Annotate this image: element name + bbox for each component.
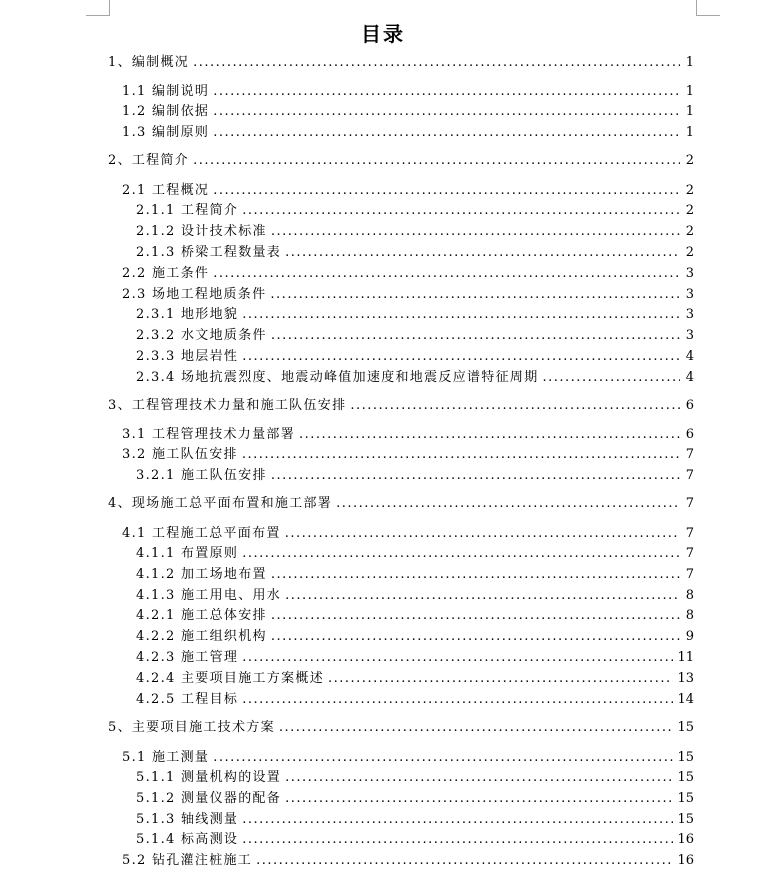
- toc-entry-label: 2.1.2 设计技术标准: [136, 224, 267, 239]
- toc-entry-label: 2、工程简介: [108, 153, 190, 168]
- toc-entry[interactable]: [136, 629, 694, 645]
- toc-entry-page-number: 1: [685, 104, 694, 119]
- toc-entry[interactable]: [136, 650, 694, 666]
- toc-entry-page-number: 15: [677, 812, 694, 827]
- toc-entry[interactable]: [136, 224, 694, 240]
- toc-entry[interactable]: [108, 496, 694, 512]
- toc-entry[interactable]: [136, 468, 694, 484]
- toc-entry-page-number: 1: [685, 55, 694, 70]
- toc-entry-page-number: 7: [685, 496, 694, 511]
- toc-entry-page-number: 6: [685, 398, 694, 413]
- toc-dot-leader: [543, 370, 680, 386]
- toc-entry[interactable]: [108, 398, 694, 414]
- toc-entry[interactable]: [136, 307, 694, 323]
- toc-entry[interactable]: [136, 608, 694, 624]
- toc-dot-leader: [271, 224, 680, 240]
- toc-entry-page-number: 8: [685, 588, 694, 603]
- toc-entry-page-number: 2: [685, 245, 694, 260]
- toc-entry-label: 2.1.3 桥梁工程数量表: [136, 245, 282, 260]
- crop-mark-top-left: [109, 0, 110, 16]
- toc-dot-leader: [271, 468, 680, 484]
- toc-entry-label: 2.3.4 场地抗震烈度、地震动峰值加速度和地震反应谱特征周期: [136, 370, 539, 385]
- toc-entry-page-number: 2: [685, 224, 694, 239]
- toc-entry-page-number: 7: [685, 567, 694, 582]
- toc-dot-leader: [270, 287, 680, 303]
- toc-entry[interactable]: [136, 370, 694, 386]
- toc-dot-leader: [242, 832, 673, 848]
- toc-entry-label: 4.1.1 布置原则: [136, 546, 239, 561]
- toc-dot-leader: [299, 427, 680, 443]
- toc-entry-page-number: 7: [685, 468, 694, 483]
- toc-dot-leader: [328, 671, 673, 687]
- toc-entry-label: 5.1.2 测量仪器的配备: [136, 791, 282, 806]
- toc-dot-leader: [242, 349, 680, 365]
- toc-entry-page-number: 1: [685, 84, 694, 99]
- toc-entry-label: 3.2.1 施工队伍安排: [136, 468, 267, 483]
- toc-dot-leader: [350, 398, 680, 414]
- toc-entry-label: 5.1 施工测量: [122, 750, 210, 765]
- toc-entry[interactable]: [122, 183, 694, 199]
- toc-entry-label: 1、编制概况: [108, 55, 190, 70]
- toc-entry-label: 1.1 编制说明: [122, 84, 210, 99]
- toc-dot-leader: [256, 853, 673, 869]
- toc-entry[interactable]: [122, 853, 694, 869]
- toc-entry-page-number: 11: [677, 650, 694, 665]
- toc-entry-label: 2.3.1 地形地貌: [136, 307, 239, 322]
- toc-entry[interactable]: [122, 266, 694, 282]
- toc-entry-page-number: 7: [685, 526, 694, 541]
- toc-dot-leader: [336, 496, 680, 512]
- toc-entry-page-number: 8: [685, 608, 694, 623]
- toc-entry[interactable]: [108, 153, 694, 169]
- toc-entry-page-number: 13: [677, 671, 694, 686]
- toc-dot-leader: [285, 245, 680, 261]
- toc-dot-leader: [242, 546, 680, 562]
- toc-entry-label: 4、现场施工总平面布置和施工部署: [108, 496, 333, 511]
- toc-dot-leader: [213, 750, 673, 766]
- toc-entry[interactable]: [122, 750, 694, 766]
- toc-entry-label: 5.1.4 标高测设: [136, 832, 239, 847]
- crop-mark-top-left: [86, 15, 110, 16]
- toc-dot-leader: [242, 447, 680, 463]
- toc-entry-page-number: 16: [677, 832, 694, 847]
- toc-entry[interactable]: [136, 546, 694, 562]
- toc-entry-page-number: 14: [677, 692, 694, 707]
- toc-entry[interactable]: [136, 791, 694, 807]
- toc-dot-leader: [213, 125, 680, 141]
- toc-entry-page-number: 2: [685, 153, 694, 168]
- toc-entry-page-number: 7: [685, 546, 694, 561]
- toc-entry[interactable]: [136, 203, 694, 219]
- toc-entry-page-number: 4: [685, 370, 694, 385]
- toc-entry-page-number: 2: [685, 203, 694, 218]
- toc-entry-page-number: 3: [685, 287, 694, 302]
- toc-entry-page-number: 2: [685, 183, 694, 198]
- toc-entry[interactable]: [136, 671, 694, 687]
- toc-entry-page-number: 16: [677, 853, 694, 868]
- toc-dot-leader: [193, 55, 680, 71]
- toc-entry-page-number: 4: [685, 349, 694, 364]
- toc-entry-label: 2.2 施工条件: [122, 266, 210, 281]
- toc-entry-label: 4.2.4 主要项目施工方案概述: [136, 671, 325, 686]
- toc-dot-leader: [285, 770, 673, 786]
- toc-dot-leader: [242, 650, 673, 666]
- toc-entry-page-number: 3: [685, 328, 694, 343]
- toc-dot-leader: [285, 791, 673, 807]
- toc-entry-page-number: 15: [677, 770, 694, 785]
- toc-entry-label: 5.2 钻孔灌注桩施工: [122, 853, 253, 868]
- toc-dot-leader: [271, 608, 680, 624]
- toc-entry-page-number: 15: [677, 791, 694, 806]
- toc-entry[interactable]: [108, 55, 694, 71]
- toc-entry[interactable]: [122, 526, 694, 542]
- toc-entry-page-number: 3: [685, 307, 694, 322]
- toc-entry-label: 4.1.2 加工场地布置: [136, 567, 267, 582]
- toc-entry[interactable]: [122, 427, 694, 443]
- toc-entry-label: 3、工程管理技术力量和施工队伍安排: [108, 398, 347, 413]
- toc-entry-label: 4.2.5 工程目标: [136, 692, 239, 707]
- toc-entry-label: 2.3 场地工程地质条件: [122, 287, 267, 302]
- toc-dot-leader: [242, 812, 673, 828]
- toc-dot-leader: [279, 720, 674, 736]
- page-title: 目录: [361, 22, 405, 46]
- toc-dot-leader: [213, 104, 680, 120]
- toc-entry-label: 1.2 编制依据: [122, 104, 210, 119]
- toc-entry-page-number: 6: [685, 427, 694, 442]
- toc-entry[interactable]: [122, 84, 694, 100]
- toc-entry[interactable]: [122, 125, 694, 141]
- toc-entry-page-number: 7: [685, 447, 694, 462]
- toc-dot-leader: [213, 84, 680, 100]
- toc-entry[interactable]: [108, 720, 694, 736]
- toc-entry-page-number: 3: [685, 266, 694, 281]
- toc-entry-label: 2.1 工程概况: [122, 183, 210, 198]
- toc-entry-page-number: 9: [685, 629, 694, 644]
- toc-entry-page-number: 15: [677, 720, 694, 735]
- toc-dot-leader: [271, 629, 680, 645]
- toc-entry-label: 4.2.1 施工总体安排: [136, 608, 267, 623]
- toc-entry[interactable]: [122, 104, 694, 120]
- toc-entry-label: 4.2.2 施工组织机构: [136, 629, 267, 644]
- crop-mark-top-right: [696, 15, 720, 16]
- toc-entry[interactable]: [122, 447, 694, 463]
- toc-dot-leader: [213, 266, 680, 282]
- toc-entry-label: 2.3.3 地层岩性: [136, 349, 239, 364]
- toc-entry[interactable]: [136, 692, 694, 708]
- toc-entry[interactable]: [136, 328, 694, 344]
- toc-entry[interactable]: [136, 567, 694, 583]
- toc-dot-leader: [213, 183, 680, 199]
- toc-dot-leader: [271, 567, 680, 583]
- toc-entry-label: 4.1.3 施工用电、用水: [136, 588, 282, 603]
- toc-entry-label: 2.3.2 水文地质条件: [136, 328, 267, 343]
- toc-entry[interactable]: [136, 770, 694, 786]
- toc-entry[interactable]: [136, 245, 694, 261]
- toc-entry[interactable]: [136, 588, 694, 604]
- toc-entry[interactable]: [136, 812, 694, 828]
- toc-entry-label: 3.2 施工队伍安排: [122, 447, 238, 462]
- toc-entry-page-number: 15: [677, 750, 694, 765]
- toc-dot-leader: [271, 328, 680, 344]
- toc-entry-page-number: 1: [685, 125, 694, 140]
- toc-entry[interactable]: [122, 287, 694, 303]
- toc-entry-label: 2.1.1 工程简介: [136, 203, 239, 218]
- toc-entry-label: 1.3 编制原则: [122, 125, 210, 140]
- toc-entry-label: 4.1 工程施工总平面布置: [122, 526, 281, 541]
- toc-dot-leader: [242, 692, 673, 708]
- toc-dot-leader: [242, 203, 680, 219]
- toc-entry-label: 5.1.1 测量机构的设置: [136, 770, 282, 785]
- toc-dot-leader: [242, 307, 680, 323]
- toc-entry-label: 4.2.3 施工管理: [136, 650, 239, 665]
- toc-entry[interactable]: [136, 832, 694, 848]
- crop-mark-top-right: [696, 0, 697, 16]
- toc-entry-label: 3.1 工程管理技术力量部署: [122, 427, 296, 442]
- toc-entry[interactable]: [136, 349, 694, 365]
- toc-entry-label: 5.1.3 轴线测量: [136, 812, 239, 827]
- toc-dot-leader: [193, 153, 680, 169]
- toc-dot-leader: [285, 588, 680, 604]
- toc-dot-leader: [285, 526, 680, 542]
- toc-entry-label: 5、主要项目施工技术方案: [108, 720, 275, 735]
